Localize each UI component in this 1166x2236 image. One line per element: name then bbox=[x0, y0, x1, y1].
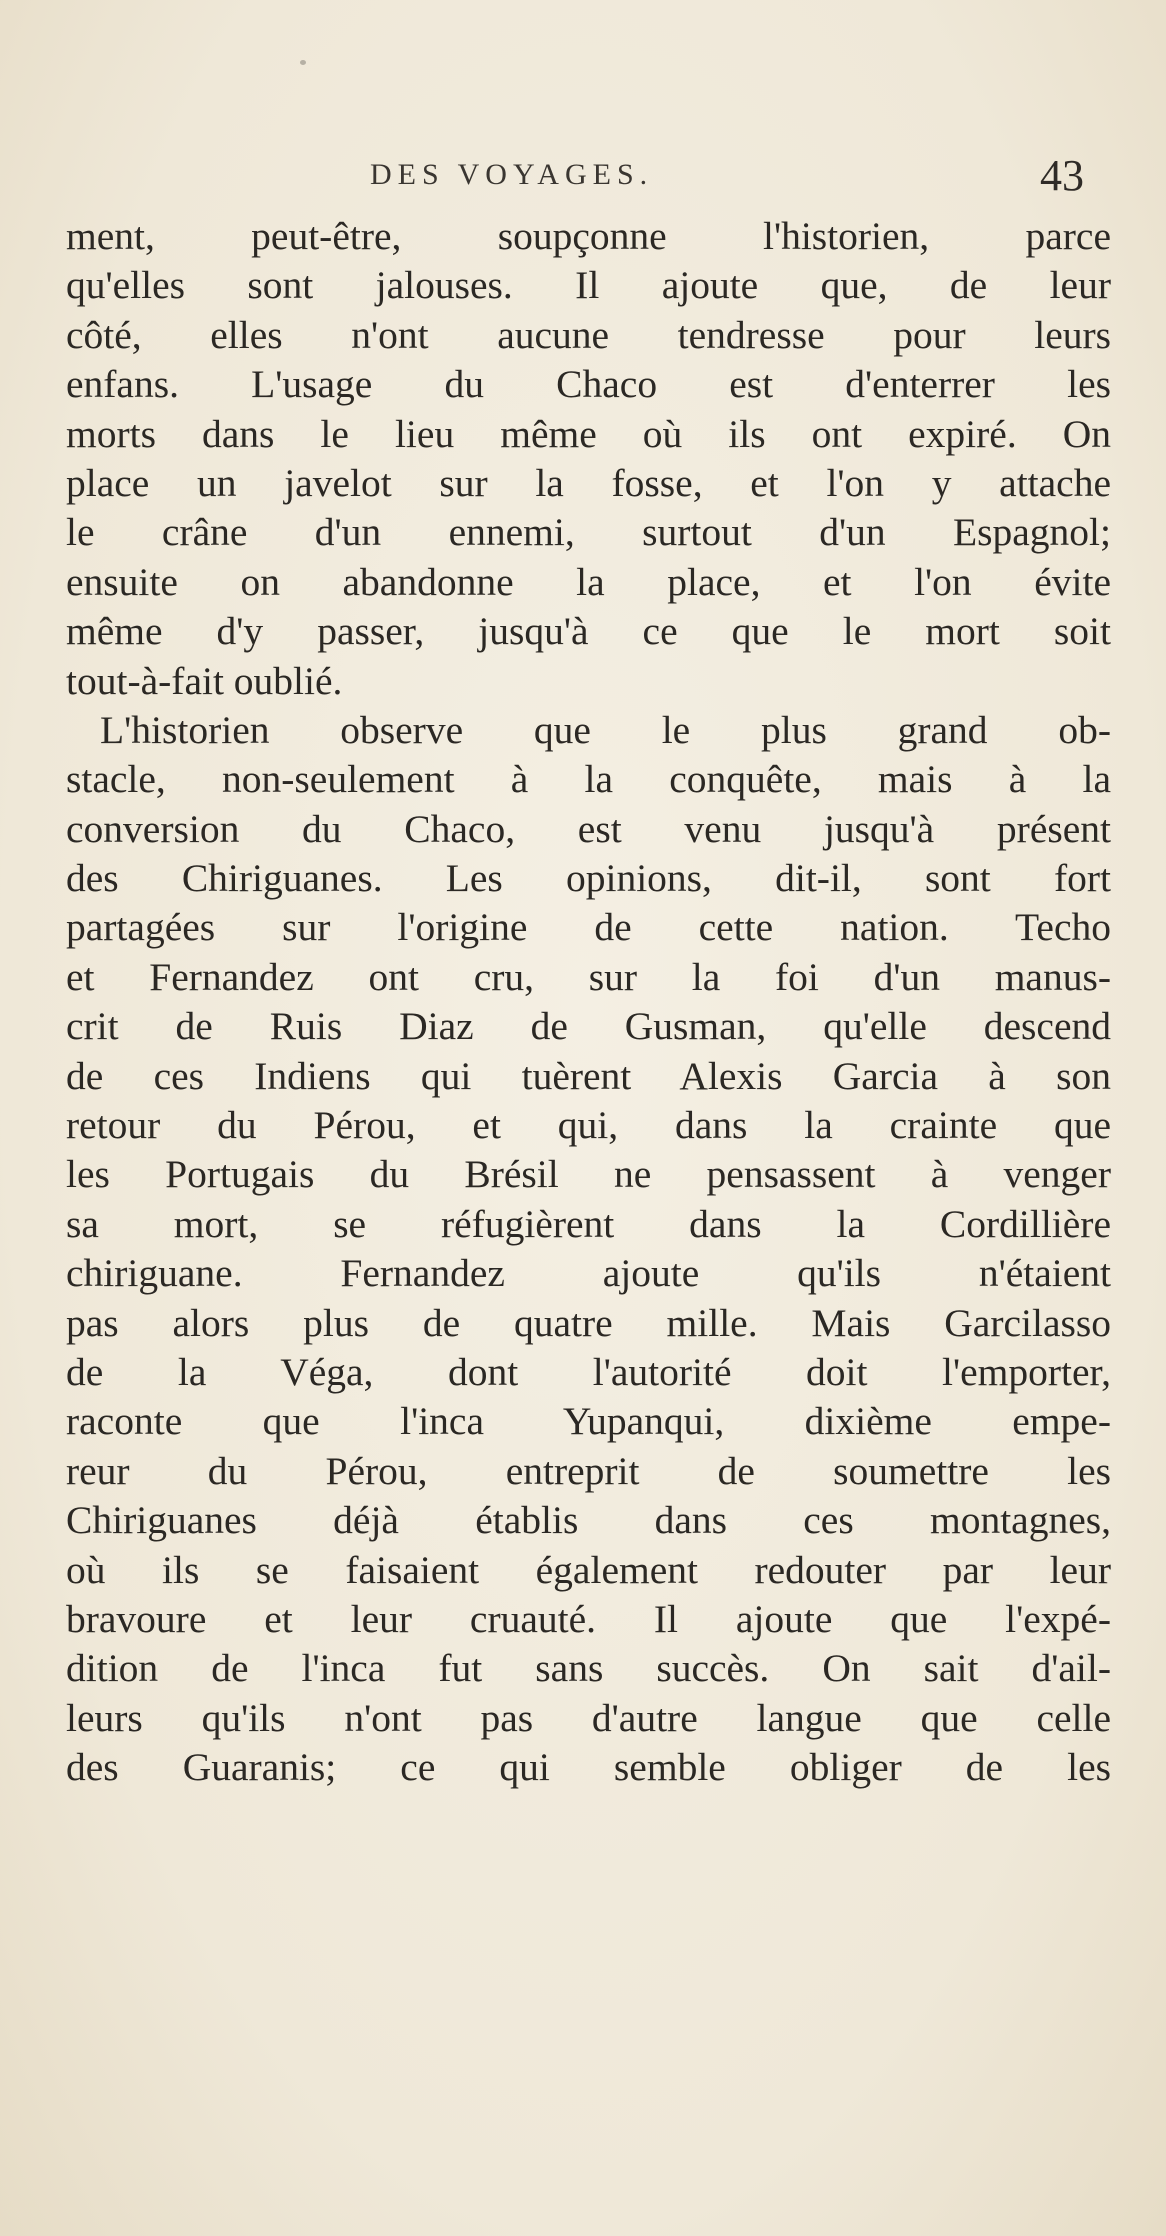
text-line: le crâne d'un ennemi, surtout d'un Espagnol; bbox=[66, 510, 1111, 555]
text-line: L'historien observe que le plus grand ob- bbox=[100, 707, 1111, 752]
text-line: de la Véga, dont l'autorité doit l'emporter, bbox=[66, 1349, 1111, 1394]
text-line: des Chiriguanes. Les opinions, dit-il, sont fort bbox=[66, 856, 1111, 901]
text-line: tout-à-fait oublié. bbox=[66, 658, 343, 703]
text-line: chiriguane. Fernandez ajoute qu'ils n'étaient bbox=[66, 1251, 1111, 1296]
text-line: partagées sur l'origine de cette nation. Techo bbox=[66, 905, 1111, 950]
page-header bbox=[0, 150, 1166, 210]
text-line: qu'elles sont jalouses. Il ajoute que, de leur bbox=[66, 263, 1111, 308]
text-line: dition de l'inca fut sans succès. On sait d'ail- bbox=[66, 1646, 1111, 1691]
text-line: les Portugais du Brésil ne pensassent à venger bbox=[66, 1152, 1111, 1197]
paragraph-2 bbox=[66, 706, 1111, 1793]
text-line: morts dans le lieu même où ils ont expiré. On bbox=[66, 411, 1111, 456]
text-line: côté, elles n'ont aucune tendresse pour leurs bbox=[66, 312, 1111, 357]
text-line: retour du Pérou, et qui, dans la crainte que bbox=[66, 1103, 1111, 1148]
text-line: place un javelot sur la fosse, et l'on y attache bbox=[66, 460, 1111, 505]
text-line: de ces Indiens qui tuèrent Alexis Garcia à son bbox=[66, 1053, 1111, 1098]
text-line: même d'y passer, jusqu'à ce que le mort soit bbox=[66, 609, 1111, 654]
text-line: pas alors plus de quatre mille. Mais Garcilasso bbox=[66, 1300, 1111, 1345]
text-line: crit de Ruis Diaz de Gusman, qu'elle descend bbox=[66, 1004, 1111, 1049]
text-line: conversion du Chaco, est venu jusqu'à présent bbox=[66, 806, 1111, 851]
body-text bbox=[66, 212, 1111, 1793]
text-line: où ils se faisaient également redouter par leur bbox=[66, 1547, 1111, 1592]
text-line: raconte que l'inca Yupanqui, dixième empe- bbox=[66, 1399, 1111, 1444]
text-line: enfans. L'usage du Chaco est d'enterrer les bbox=[66, 362, 1111, 407]
text-line: ment, peut-être, soupçonne l'historien, parce bbox=[66, 214, 1111, 258]
running-head: DES VOYAGES. bbox=[370, 158, 654, 191]
ink-speck bbox=[300, 60, 306, 65]
text-line: et Fernandez ont cru, sur la foi d'un manus- bbox=[66, 954, 1111, 999]
paragraph-1 bbox=[66, 212, 1111, 706]
text-line: bravoure et leur cruauté. Il ajoute que l'expé- bbox=[66, 1596, 1111, 1641]
text-line: des Guaranis; ce qui semble obliger de les bbox=[66, 1745, 1111, 1790]
text-line: reur du Pérou, entreprit de soumettre les bbox=[66, 1448, 1111, 1493]
text-line: sa mort, se réfugièrent dans la Cordillière bbox=[66, 1201, 1111, 1246]
text-line: stacle, non-seulement à la conquête, mais à la bbox=[66, 757, 1111, 802]
page-number: 43 bbox=[1040, 151, 1084, 200]
text-line: Chiriguanes déjà établis dans ces montagnes, bbox=[66, 1498, 1111, 1543]
text-line: leurs qu'ils n'ont pas d'autre langue que celle bbox=[66, 1695, 1111, 1740]
text-line: ensuite on abandonne la place, et l'on évite bbox=[66, 559, 1111, 604]
